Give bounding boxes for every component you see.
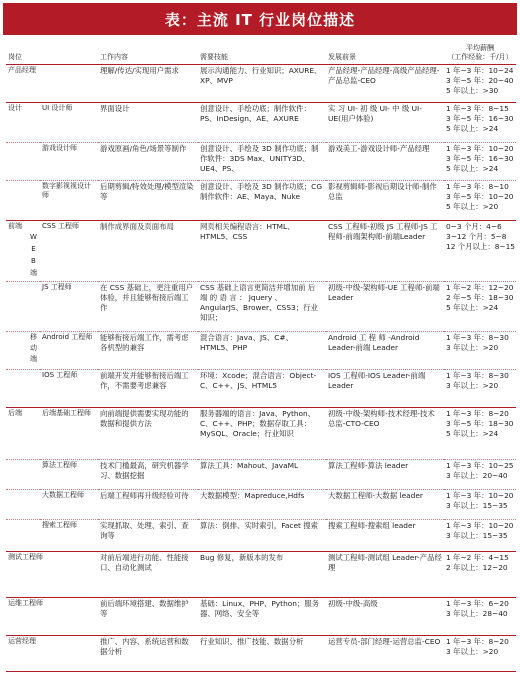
row-salary: [444, 142, 516, 180]
table-row: [6, 370, 516, 408]
row-salary: [444, 370, 516, 408]
row-salary: [444, 460, 516, 490]
row-subcategory: IOS 工程师: [42, 371, 78, 380]
category-label: 前端: [8, 221, 22, 230]
row-work: 界面设计: [100, 103, 130, 113]
table-row: [6, 520, 516, 552]
row-salary: [444, 490, 516, 520]
row-skills: 基础：Linux、PHP、Python；服务器、网络、安全等: [200, 599, 320, 619]
row-subcategory: 数字影视视设计师: [42, 181, 91, 200]
header-salary: [444, 42, 516, 64]
row-category: 设计: [8, 103, 22, 112]
mobile-side-label: 移动端: [29, 333, 38, 367]
salary-line: 1 年~3 年：8~20: [446, 637, 509, 647]
row-future: 产品经理-产品经理-高级产品经理-产品总监-CEO: [328, 65, 440, 85]
empty-cell: [6, 142, 40, 180]
job-description-table: [6, 42, 516, 672]
row-future: 实 习 UI- 初 级 UI- 中 级 UI-UE(用户体验): [328, 103, 422, 123]
salary-line: 1 年~3 年：10~24: [446, 65, 514, 75]
row-future: 运营专员-部门经理-运营总监-CEO: [328, 637, 441, 647]
salary-line: 3 年以上：>20: [446, 647, 499, 657]
row-work: 理解/传达/实现用户需求: [100, 65, 179, 75]
salary-line: 1 年~3 年：8~10: [446, 181, 509, 191]
row-work: 制作成界面及页面布局: [100, 221, 174, 231]
row-work: 前端开发并能够衔接后端工作，不需要考虑兼容: [100, 371, 189, 391]
row-category: 后端: [8, 409, 22, 418]
salary-line: 1 年~2 年：12~20: [446, 283, 514, 293]
empty-cell: [6, 370, 40, 408]
table-title-banner: [3, 3, 517, 35]
row-subcategory: 后端基础工程师: [42, 409, 91, 418]
row-category: 运营经理: [8, 637, 36, 646]
table-row: [6, 142, 516, 180]
salary-line: 5 年以上：>24: [446, 429, 499, 439]
row-future: 初级-中级-架构师-技术经理-技术总监-CTO-CEO: [328, 409, 435, 429]
row-work: 对前后端进行功能、性能接口、自动化测试: [100, 553, 189, 573]
row-skills: CSS 基础上语言更简洁并增加前 后 端 的 语 言 ： Jquery 、AngularJS、Brower、CSS3；行业知识；: [200, 283, 318, 323]
salary-line: 1 年~3 年：10~20: [446, 521, 514, 531]
salary-line: 3 年~5 年：20~40: [446, 75, 514, 85]
row-subcategory: 算法工程师: [42, 461, 77, 470]
row-subcategory: CSS 工程师: [42, 221, 79, 230]
row-skills: 创意设计、手绘及 3D 制作功底；CG 制作软件：AE、Maya、Nuke: [200, 181, 323, 201]
row-future: 算法工程师-算法 leader: [328, 461, 409, 471]
row-skills: 混合语言：Java、JS、C#、HTML5、PHP: [200, 333, 293, 353]
header-salary-line2: （工作经验：千/月）: [447, 53, 513, 62]
web-side-label: WEB端: [29, 233, 38, 281]
row-work: 游戏原画/角色/场景等制作: [100, 143, 187, 153]
salary-line: 1 年~3 年：6~20: [446, 599, 509, 609]
row-skills: 服务器端的语言：Java、Python、C、C++、PHP；数据存取工具：MySQL、Oracle；行业知识: [200, 409, 316, 439]
header-future: 发展前景: [328, 53, 356, 62]
row-subcategory: JS 工程师: [42, 283, 72, 292]
salary-line: 1 年~3 年：10~20: [446, 491, 514, 501]
table-row: [6, 332, 516, 370]
header-skills: 需要技能: [200, 53, 228, 62]
salary-line: 5 年以上：>24: [446, 303, 499, 313]
salary-line: 5 年以上：>24: [446, 123, 499, 133]
row-salary: [444, 408, 516, 460]
salary-line: 1 年~3 年：8~30: [446, 371, 509, 381]
row-skills: 算法：倒排、实时索引，Facet 搜索: [200, 521, 319, 531]
salary-line: 3 年~5 年：10~20: [446, 191, 514, 201]
row-skills: 算法工具：Mahout、JavaML: [200, 461, 299, 471]
row-category: 运维工程师: [8, 599, 43, 608]
salary-line: 5 年以上：>30: [446, 85, 499, 95]
table-row: [6, 220, 516, 281]
row-work: 能够衔接后端工作，需考虑各机型的兼容: [100, 333, 189, 353]
empty-cell: [6, 460, 40, 490]
header-salary-line1: 平均薪酬: [466, 44, 494, 52]
salary-line: 5 年以上：>24: [446, 163, 499, 173]
row-subcategory: UI 设计师: [42, 103, 73, 112]
header-blank: [40, 42, 98, 64]
table-row: [6, 180, 516, 220]
salary-line: 3 年~5 年：18~30: [446, 419, 514, 429]
salary-line: 1 年~3 年：8~30: [446, 333, 509, 343]
table-title: 表：主流 IT 行业岗位描述: [164, 10, 356, 29]
empty-cell: [6, 490, 40, 520]
row-salary: [444, 64, 516, 102]
row-skills: 行业知识、推广技能、数据分析: [200, 637, 304, 647]
table-row: [6, 636, 516, 672]
row-salary: [444, 636, 516, 672]
salary-line: 0~3 个月：4~6: [446, 221, 502, 231]
row-salary: [444, 102, 516, 142]
salary-line: 3 年以上：15~35: [446, 531, 508, 541]
salary-line: 3 年以上：28~40: [446, 609, 508, 619]
table-row: [6, 490, 516, 520]
row-salary: [444, 180, 516, 220]
row-skills: Bug 修复，新版本的发布: [200, 553, 284, 563]
empty-cell: [6, 520, 40, 552]
salary-line: 3 年以上：15~35: [446, 501, 508, 511]
row-future: 测试工程师-测试组 Leader-产品经理: [328, 553, 442, 573]
row-category: [6, 220, 40, 281]
row-work: 实现抓取、处理、索引、查询等: [100, 521, 189, 541]
empty-cell: [6, 180, 40, 220]
row-skills: 大数据模型：Mapreduce,Hdfs: [200, 491, 305, 501]
table-row: [6, 460, 516, 490]
table-row: [6, 552, 516, 598]
row-work: 后期剪辑/特效处理/模型渲染等: [100, 181, 194, 201]
row-future: IOS 工程师-IOS Leader-前端 Leader: [328, 371, 426, 391]
header-work: 工作内容: [100, 53, 128, 62]
salary-line: 3~12 个月：5~8: [446, 231, 507, 241]
row-salary: [444, 520, 516, 552]
salary-line: 1 年~3 年：8~20: [446, 409, 509, 419]
row-future: 游戏美工-游戏设计师-产品经理: [328, 143, 430, 153]
row-salary: [444, 332, 516, 370]
header-row: [6, 42, 516, 64]
salary-line: 2 年~5 年：18~30: [446, 293, 514, 303]
row-category-mobile: [6, 332, 40, 370]
row-work: 技术门槛最高，研究机器学习、数据挖掘: [100, 461, 189, 481]
row-skills: 网页相关编程语言：HTML、HTML5、CSS: [200, 221, 295, 241]
row-subcategory: 游戏设计师: [42, 143, 77, 152]
table-row: [6, 598, 516, 636]
row-category: 产品经理: [8, 65, 36, 74]
row-subcategory: 搜索工程师: [42, 521, 77, 530]
row-category: 测试工程师: [8, 553, 43, 562]
row-skills: 环境：Xcode；混合语言：Object-C、C++、JS、HTML5: [200, 371, 317, 391]
row-work: 向前端提供需要实现功能的数据和提供方法: [100, 409, 189, 429]
table-row: [6, 408, 516, 460]
row-future: Android 工 程 师 -Android Leader-前端 Leader: [328, 333, 420, 353]
row-future: 初级-中级-高级: [328, 599, 378, 609]
row-work: 后端工程师再升级经验可待: [100, 491, 189, 501]
row-salary: [444, 282, 516, 332]
salary-line: 12 个月以上：8~15: [446, 241, 516, 251]
row-work: 在 CSS 基础上，更注重用户体验，并且能够衔接后端工作: [100, 283, 194, 313]
empty-cell: [6, 282, 40, 332]
salary-line: 3 年~5 年：16~30: [446, 113, 514, 123]
row-subcategory: Android 工程师: [42, 333, 93, 342]
salary-line: 2 年以上：12~20: [446, 563, 508, 573]
row-skills: 展示沟通能力、行业知识；AXURE、XP、MVP: [200, 65, 322, 85]
salary-line: 3 年以上：>20: [446, 381, 499, 391]
salary-line: 1 年~3 年：10~25: [446, 461, 514, 471]
salary-line: 3 年以上：>20: [446, 343, 499, 353]
row-future: CSS 工程师-初级 JS 工程师-JS 工程师-前端架构师-前端Leader: [328, 221, 438, 241]
table-row: [6, 102, 516, 142]
salary-line: 3 年以上：20~40: [446, 471, 508, 481]
row-work: 推广、内容、系统运营和数据分析: [100, 637, 189, 657]
row-salary: [444, 598, 516, 636]
row-salary: [444, 552, 516, 598]
row-future: 搜索工程师-搜索组 leader: [328, 521, 416, 531]
row-skills: 创意设计、手绘功底；制作软件：PS、InDesign、AE、AXURE: [200, 103, 311, 123]
salary-line: 1 年~3 年：10~20: [446, 143, 514, 153]
row-subcategory: 大数据工程师: [42, 491, 84, 500]
salary-line: 1 年~2 年：4~15: [446, 553, 509, 563]
salary-line: 5 年以上：>20: [446, 201, 499, 211]
salary-line: 1 年~3 年：8~15: [446, 103, 509, 113]
table-row: [6, 282, 516, 332]
row-work: 前后端环境搭建、数据维护等: [100, 599, 189, 619]
row-future: 影视剪辑师-影视后期设计师-制作总监: [328, 181, 437, 201]
row-future: 初级-中级-架构师-UE 工程师-前端 Leader: [328, 283, 440, 303]
row-skills: 创意设计、手绘及 3D 制作功底；制作软件：3DS Max、UNITY3D、UE4、PS、: [200, 143, 319, 173]
row-salary: [444, 220, 516, 281]
table-row: [6, 64, 516, 102]
salary-line: 3 年~5 年：16~30: [446, 153, 514, 163]
header-position: 岗位: [8, 53, 22, 62]
row-future: 大数据工程师-大数据 leader: [328, 491, 423, 501]
